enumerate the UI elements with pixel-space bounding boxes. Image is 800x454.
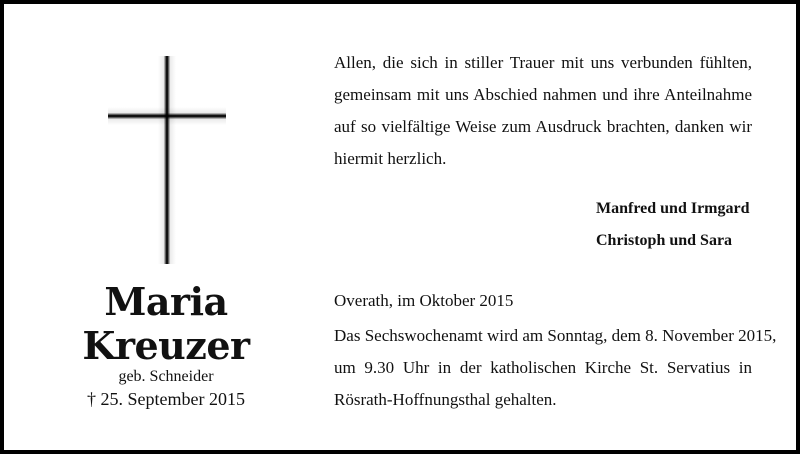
place-date: Overath, im Oktober 2015: [334, 291, 514, 310]
signature-2: Christoph und Sara: [596, 232, 733, 249]
thanks-line: auf so vielfältige Weise zum Ausdruck brachten, danken wir: [334, 117, 752, 136]
cross-icon: [108, 56, 226, 264]
thanks-line: hiermit herzlich.: [334, 149, 447, 168]
service-line: Das Sechswochenamt wird am Sonntag, dem 8. November 2015,: [334, 326, 777, 345]
deceased-first-name: Maria: [104, 279, 228, 324]
deceased-last-name: Kreuzer: [82, 323, 250, 368]
thanks-paragraph: [334, 47, 752, 175]
birth-name: geb. Schneider: [118, 368, 214, 385]
thanks-line: gemeinsam mit uns Abschied nahmen und ihre Anteilnahme: [334, 85, 752, 104]
signature-1: Manfred und Irmgard: [596, 200, 750, 217]
service-line: um 9.30 Uhr in der katholischen Kirche St. Servatius in: [334, 358, 752, 377]
thanks-line: Allen, die sich in stiller Trauer mit uns verbunden fühlten,: [334, 53, 752, 72]
service-line: Rösrath-Hoffnungsthal gehalten.: [334, 390, 557, 409]
service-paragraph: [334, 320, 777, 416]
death-date: † 25. September 2015: [87, 389, 245, 409]
